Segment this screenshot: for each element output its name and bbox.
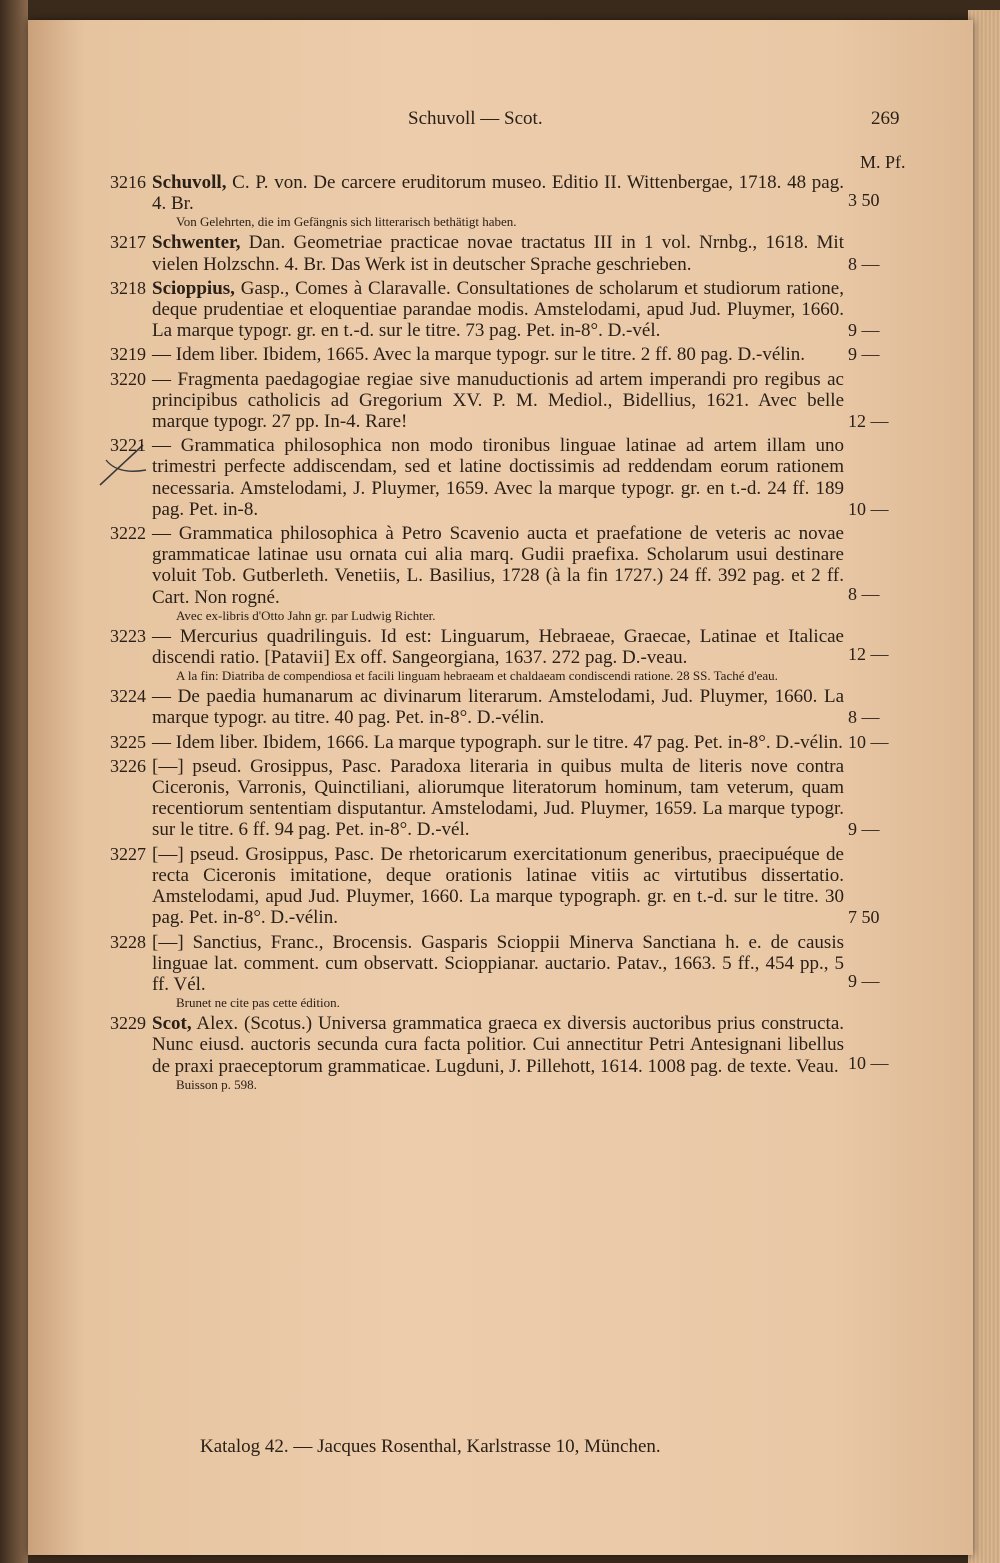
entry-text: Gasp., Comes à Claravalle. Consultationes de scholarum et studiorum ratione, deque prudentiae et eloquentiae parandae modis. Amstelodami, apud Jud. Pluymer, 1660. La marque typogr. gr. en t.-d. sur le titre. 73 pag. Pet. in-8°. D.-vél. (152, 277, 844, 342)
currency-heading: M. Pf. (860, 152, 906, 172)
entry-description (152, 278, 844, 342)
entry-note: Avec ex-libris d'Otto Jahn gr. par Ludwig Richter. (176, 607, 436, 623)
entry-price: 9 — (848, 344, 880, 365)
entry-note: Buisson p. 598. (176, 1076, 257, 1092)
entry-description (152, 732, 844, 753)
entry-text: — Mercurius quadrilinguis. Id est: Linguarum, Hebraeae, Graecae, Latinae et Italicae discendi ratio. [Patavii] Ex off. Sangeorgiana, 1637. 272 pag. D.-veau. (152, 625, 844, 669)
entry-text: [—] pseud. Grosippus, Pasc. Paradoxa literaria in quibus multa de literis nove contra Ciceronis, Varronis, Quinctiliani, aliorumque literatorum hominum, tam veterum, quam recentiorum sententiam disputantur. Amstelodami, Jud. Pluymer, 1659. La marque typogr. sur le titre. 6 ff. 94 pag. Pet. in-8°. D.-vél. (152, 755, 844, 841)
lot-number: 3216 (110, 172, 146, 192)
entry-price: 12 — (848, 411, 889, 432)
entry-text: — Grammatica philosophica non modo tironibus linguae latinae ad artem illam uno trimestri perfecte addiscendam, sed et latine doctissimis ad reddendam eorum rationem necessaria. Amstelodami, J. Pluymer, 1659. Avec la marque typogr. gr. en t.-d. 24 ff. 189 pag. Pet. in-8. (152, 435, 844, 520)
entry-description (152, 686, 844, 728)
book-gutter (0, 0, 28, 1563)
catalog-entry (28, 232, 973, 274)
entry-description (152, 626, 844, 683)
entry-text: — Grammatica philosophica à Petro Scavenio aucta et praefatione de veteris ac novae grammaticae latinae usu ornata cui alia marq. Gudii praefixa. Scholarum usui destinare voluit Tob. Gutberleth. Venetiis, L. Basilius, 1728 (à la fin 1727.) 24 ff. 392 pag. et 2 ff. Cart. Non rogné. (152, 523, 844, 608)
lot-number: 3223 (110, 625, 146, 646)
page-number: 269 (871, 108, 900, 129)
catalog-entry (28, 626, 973, 683)
catalog-entry (28, 523, 973, 623)
entry-price: 10 — (848, 498, 889, 519)
lot-number: 3226 (110, 755, 146, 776)
entry-text: — Idem liber. Ibidem, 1665. Avec la marque typogr. sur le titre. 2 ff. 80 pag. D.-vélin. (152, 344, 806, 366)
entry-description (152, 435, 844, 520)
entry-price: 9 — (848, 320, 880, 341)
entry-price: 8 — (848, 583, 880, 604)
entry-text: Dan. Geometriae practicae novae tractatus III in 1 vol. Nrnbg., 1618. Mit vielen Holzschn. 4. Br. Das Werk ist in deutscher Sprache geschrieben. (152, 232, 844, 275)
entry-note: Von Gelehrten, die im Gefängnis sich litterarisch bethätigt haben. (176, 214, 517, 230)
lot-number: 3228 (110, 931, 146, 952)
lot-number: 3217 (110, 232, 146, 253)
entry-description (152, 232, 844, 274)
entry-author: Schwenter, (152, 232, 241, 254)
entry-text: Alex. (Scotus.) Universa grammatica graeca ex diversis auctoribus prius constructa. Nunc eiusd. auctoris secunda cura facta politior. Cui annectitur Petri Antesignani libellus de praxi praeceptorum grammaticae. Lugduni, J. Pillehott, 1614. 1008 pag. de texte. Veau. (152, 1013, 844, 1077)
entry-description (152, 172, 844, 229)
running-title: Schuvoll — Scot. (408, 108, 543, 129)
catalog-entry (28, 172, 973, 229)
entry-author: Schuvoll, (152, 172, 227, 193)
entry-note: A la fin: Diatriba de compendiosa et facili linguam hebraeam et chaldaeam condiscendi ratione. 28 SS. Taché d'eau. (176, 668, 778, 684)
catalog-page (28, 20, 973, 1555)
entry-description (152, 1013, 844, 1092)
entry-description (152, 756, 844, 841)
entry-text: C. P. von. De carcere eruditorum museo. Editio II. Wittenbergae, 1718. 48 pag. 4. Br. (152, 172, 844, 215)
catalog-entry (28, 686, 973, 728)
entry-note: Brunet ne cite pas cette édition. (176, 995, 340, 1011)
entry-text: — De paedia humanarum ac divinarum literarum. Amstelodami, Jud. Pluymer, 1660. La marque typogr. au titre. 40 pag. Pet. in-8°. D.-vélin. (152, 686, 844, 729)
catalog-entry (28, 344, 973, 365)
entry-author: Scioppius, (152, 277, 235, 299)
entry-text: [—] Sanctius, Franc., Brocensis. Gasparis Scioppii Minerva Sanctiana h. e. de causis linguae lat. comment. cum observatt. Scioppianar. auctario. Patav., 1663. 5 ff., 454 pp., 5 ff. Vél. (152, 931, 844, 995)
lot-number: 3222 (110, 523, 146, 544)
entry-price: 8 — (848, 707, 880, 728)
catalog-entry (28, 844, 973, 929)
entry-author: Scot, (152, 1013, 192, 1035)
lot-number: 3218 (110, 277, 146, 298)
catalog-footer: Katalog 42. — Jacques Rosenthal, Karlstrasse 10, München. (200, 1436, 661, 1457)
entry-price: 8 — (848, 253, 880, 274)
lot-number: 3225 (110, 731, 146, 752)
entry-text: — Idem liber. Ibidem, 1666. La marque typograph. sur le titre. 47 pag. Pet. in-8°. D.-vélin. (152, 731, 843, 753)
catalog-entries (28, 172, 973, 1095)
catalog-entry (28, 732, 973, 753)
catalog-entry (28, 278, 973, 342)
entry-text: — Fragmenta paedagogiae regiae sive manuductionis ad artem imperandi pro regibus ac principibus catholicis ad Gregorium XV. P. M. Mediol., Bidellius, 1621. Avec belle marque typogr. 27 pp. In-4. Rare! (152, 368, 844, 433)
lot-number: 3220 (110, 368, 146, 389)
catalog-entry (28, 756, 973, 841)
entry-description (152, 932, 844, 1011)
page-header (28, 108, 973, 138)
entry-price: 9 — (848, 819, 880, 840)
catalog-entry (28, 1013, 973, 1092)
lot-number: 3219 (110, 344, 146, 365)
entry-price: 10 — (848, 731, 889, 752)
entry-text: [—] pseud. Grosippus, Pasc. De rhetoricarum exercitationum generibus, praecipuéque de recta Ciceronis imitatione, deque orationis latinae vitiis ac virtutibus dissertatio. Amstelodami, apud Jud. Pluymer, 1660. La marque typograph. gr. en t.-d. sur le titre. 30 pag. Pet. in-8°. D.-vélin. (152, 843, 844, 929)
catalog-entry (28, 932, 973, 1011)
entry-price: 10 — (848, 1052, 889, 1073)
entry-description (152, 844, 844, 929)
entry-price: 7 50 (848, 907, 880, 928)
entry-description (152, 369, 844, 433)
lot-number: 3221 (110, 435, 146, 456)
entry-price: 9 — (848, 970, 880, 991)
entry-description (152, 344, 844, 365)
lot-number: 3227 (110, 843, 146, 864)
lot-number: 3224 (110, 686, 146, 707)
lot-number: 3229 (110, 1013, 146, 1034)
entry-price: 12 — (848, 644, 889, 665)
entry-price: 3 50 (848, 190, 880, 211)
entry-description (152, 523, 844, 623)
catalog-entry (28, 435, 973, 520)
catalog-entry (28, 369, 973, 433)
